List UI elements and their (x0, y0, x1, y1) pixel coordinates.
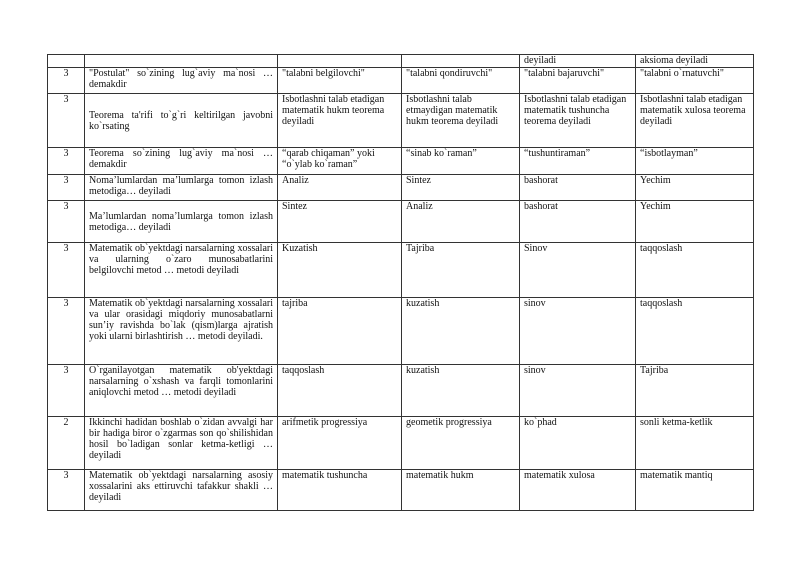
option-c-cell: Sinov (520, 243, 636, 298)
score-cell: 3 (48, 94, 85, 148)
table-row (48, 201, 754, 243)
option-b-cell: geometik progressiya (402, 417, 520, 470)
option-c-cell: "talabni bajaruvchi" (520, 68, 636, 94)
option-d-cell: Tajriba (636, 365, 754, 417)
question-cell: Matematik ob`yektdagi narsalarning xossalari va ular orasidagi miqdoriy munosabatlarni sun’iy ravishda bo`lak (qism)larga ajratish yoki ularni birlashtirish … metodi deyiladi. (85, 298, 278, 365)
table-row (48, 298, 754, 365)
option-b-cell: Tajriba (402, 243, 520, 298)
option-d-cell: Isbotlashni talab etadigan matematik xulosa teorema deyiladi (636, 94, 754, 148)
option-c-cell: bashorat (520, 201, 636, 243)
score-cell: 3 (48, 470, 85, 511)
option-a-cell: matematik tushuncha (278, 470, 402, 511)
option-a-cell: arifmetik progressiya (278, 417, 402, 470)
option-c-cell: “tushuntiraman” (520, 148, 636, 175)
score-cell: 3 (48, 148, 85, 175)
question-cell: Teorema so`zining lug`aviy ma`nosi … demakdir (85, 148, 278, 175)
option-a-cell (278, 55, 402, 68)
option-c-cell: Isbotlashni talab etadigan matematik tushuncha teorema deyiladi (520, 94, 636, 148)
option-a-cell: “qarab chiqaman” yoki “o`ylab ko`raman” (278, 148, 402, 175)
table-row (48, 94, 754, 148)
option-d-cell: taqqoslash (636, 243, 754, 298)
question-cell (85, 55, 278, 68)
option-b-cell: Analiz (402, 201, 520, 243)
question-cell: Noma’lumlardan ma’lumlarga tomon izlash metodiga… deyiladi (85, 175, 278, 201)
option-d-cell: sonli ketma-ketlik (636, 417, 754, 470)
option-b-cell: kuzatish (402, 298, 520, 365)
score-cell: 3 (48, 201, 85, 243)
question-cell: Matematik ob`yektdagi narsalarning asosiy xossalarini aks ettiruvchi tafakkur shakli … deyiladi (85, 470, 278, 511)
question-cell: Matematik ob`yektdagi narsalarning xossalari va ularning o`zaro munosabatlarini belgilovchi metod … metodi deyiladi (85, 243, 278, 298)
question-cell: Teorema ta'rifi to`g`ri keltirilgan javobni ko`rsating (85, 94, 278, 148)
option-b-cell (402, 55, 520, 68)
option-a-cell: Analiz (278, 175, 402, 201)
question-cell: Ma’lumlardan noma’lumlarga tomon izlash metodiga… deyiladi (85, 201, 278, 243)
option-d-cell: taqqoslash (636, 298, 754, 365)
score-cell (48, 55, 85, 68)
option-c-cell: ko`phad (520, 417, 636, 470)
option-d-cell: “isbotlayman” (636, 148, 754, 175)
option-d-cell: "talabni o`rnatuvchi" (636, 68, 754, 94)
option-d-cell: aksioma deyiladi (636, 55, 754, 68)
score-cell: 3 (48, 175, 85, 201)
option-c-cell: matematik xulosa (520, 470, 636, 511)
table-row (48, 55, 754, 68)
option-b-cell: matematik hukm (402, 470, 520, 511)
option-b-cell: kuzatish (402, 365, 520, 417)
table-row (48, 417, 754, 470)
option-d-cell: Yechim (636, 201, 754, 243)
option-c-cell: deyiladi (520, 55, 636, 68)
score-cell: 2 (48, 417, 85, 470)
option-a-cell: taqqoslash (278, 365, 402, 417)
option-b-cell: “sinab ko`raman” (402, 148, 520, 175)
option-c-cell: sinov (520, 365, 636, 417)
option-c-cell: sinov (520, 298, 636, 365)
score-cell: 3 (48, 365, 85, 417)
option-b-cell: Sintez (402, 175, 520, 201)
score-cell: 3 (48, 243, 85, 298)
option-a-cell: "talabni belgilovchi" (278, 68, 402, 94)
option-a-cell: Isbotlashni talab etadigan matematik hukm teorema deyiladi (278, 94, 402, 148)
question-cell: "Postulat" so`zining lug`aviy ma`nosi … demakdir (85, 68, 278, 94)
table-row (48, 68, 754, 94)
question-cell: O`rganilayotgan matematik ob'yektdagi narsalarning o`xshash va farqli tomonlarini aniqlovchi metod … metodi deyiladi (85, 365, 278, 417)
table-row (48, 470, 754, 511)
option-d-cell: Yechim (636, 175, 754, 201)
option-a-cell: tajriba (278, 298, 402, 365)
table-row (48, 175, 754, 201)
score-cell: 3 (48, 68, 85, 94)
table-row (48, 148, 754, 175)
score-cell: 3 (48, 298, 85, 365)
option-b-cell: Isbotlashni talab etmaydigan matematik hukm teorema deyiladi (402, 94, 520, 148)
question-cell: Ikkinchi hadidan boshlab o`zidan avvalgi har bir hadiga biror o`zgarmas son qo`shilishidan hosil bo`ladigan sonlar ketma-ketligi … deyiladi (85, 417, 278, 470)
option-a-cell: Sintez (278, 201, 402, 243)
table-row (48, 243, 754, 298)
option-c-cell: bashorat (520, 175, 636, 201)
option-a-cell: Kuzatish (278, 243, 402, 298)
test-questions-table (47, 54, 754, 511)
option-b-cell: "talabni qondiruvchi" (402, 68, 520, 94)
table-row (48, 365, 754, 417)
option-d-cell: matematik mantiq (636, 470, 754, 511)
